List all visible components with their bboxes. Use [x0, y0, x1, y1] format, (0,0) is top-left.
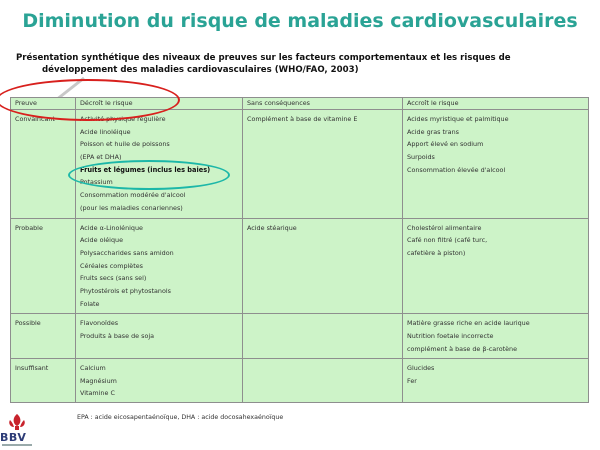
header-decreases-risk: Décroît le risque — [76, 98, 243, 110]
increase-cell — [403, 314, 589, 359]
increase-cell — [403, 359, 589, 403]
list-item: Acides myristique et palmitique — [407, 115, 509, 123]
header-increases-risk: Accroît le risque — [403, 98, 589, 110]
table-caption — [16, 52, 586, 76]
list-item: Vitamine C — [80, 388, 115, 397]
neutral-cell — [243, 110, 403, 219]
level-cell — [11, 314, 76, 359]
list-item: Folate — [80, 299, 100, 308]
list-item: Nutrition foetale incorrecte — [407, 332, 494, 340]
decrease-cell — [76, 359, 243, 403]
decrease-cell — [76, 218, 243, 314]
table-row-possible — [11, 314, 589, 359]
list-item: Produits à base de soja — [80, 332, 155, 340]
list-item: Consommation modérée d'alcool — [80, 191, 186, 200]
header-evidence: Preuve — [11, 98, 76, 110]
list-item: Phytostérols et phytostanols — [80, 286, 171, 295]
teal-highlight-oval — [68, 160, 230, 190]
list-item: Consommation élevée d'alcool — [407, 165, 506, 174]
list-item: Acide stéarique — [247, 223, 297, 232]
caption-line-1: Présentation synthétique des niveaux de preuves sur les facteurs comportementaux et les risques de — [16, 53, 511, 63]
list-item: Polysaccharides sans amidon — [80, 248, 174, 257]
list-item: Céréales complètes — [80, 261, 143, 270]
neutral-cell — [243, 218, 403, 314]
level-label: Probable — [15, 223, 43, 232]
level-label: Possible — [15, 319, 41, 328]
list-item-highlighted: Fruits et légumes (inclus les baies) — [80, 165, 211, 174]
table-row-probable — [11, 218, 589, 314]
list-item: (EPA et DHA) — [80, 153, 122, 162]
list-item: (pour les maladies conariennes) — [80, 203, 183, 212]
level-cell — [11, 359, 76, 403]
logo-underline — [2, 444, 32, 446]
list-item: Surpoids — [407, 153, 435, 162]
level-label: Convaincant — [15, 115, 55, 123]
list-item: Complément à base de vitamine E — [247, 115, 358, 123]
list-item: Activité physique régulière — [80, 115, 166, 123]
list-item: Café non filtré (café turc, — [407, 236, 488, 245]
list-item: Glucides — [407, 364, 435, 373]
list-item: Acide oléique — [80, 236, 123, 245]
decrease-cell — [76, 314, 243, 359]
increase-cell — [403, 110, 589, 219]
logo-text: BBV — [0, 431, 27, 444]
caption-line-2: développement des maladies cardiovasculaires (WHO/FAO, 2003) — [42, 65, 359, 75]
list-item: Poisson et huile de poissons — [80, 140, 170, 149]
neutral-cell — [243, 359, 403, 403]
list-item: Magnésium — [80, 376, 117, 385]
table-row-insuffisant — [11, 359, 589, 403]
footnote: EPA : acide eicosapentaénoïque, DHA : acide docosahexaénoïque — [77, 414, 284, 421]
header-no-consequence: Sans conséquences — [243, 98, 403, 110]
level-label: Insuffisant — [15, 364, 49, 373]
level-cell — [11, 110, 76, 219]
list-item: Acide gras trans — [407, 127, 459, 136]
page-title: Diminution du risque de maladies cardiovasculaires — [22, 10, 578, 32]
red-highlight-oval — [0, 79, 180, 121]
level-cell — [11, 218, 76, 314]
evidence-table — [10, 97, 589, 403]
list-item: Fer — [407, 376, 417, 385]
list-item: Flavonoïdes — [80, 319, 119, 328]
list-item: Potassium — [80, 178, 113, 187]
list-item: Apport élevé en sodium — [407, 140, 484, 149]
list-item: Calcium — [80, 364, 106, 373]
list-item: cafetière à piston) — [407, 248, 466, 257]
list-item: Cholestérol alimentaire — [407, 223, 482, 232]
neutral-cell — [243, 314, 403, 359]
list-item: Matière grasse riche en acide laurique — [407, 319, 530, 328]
list-item: complément à base de β-carotène — [407, 344, 518, 353]
list-item: Acide linoléique — [80, 127, 131, 136]
list-item: Acide α-Linolénique — [80, 223, 143, 232]
increase-cell — [403, 218, 589, 314]
list-item: Fruits secs (sans sel) — [80, 274, 147, 283]
